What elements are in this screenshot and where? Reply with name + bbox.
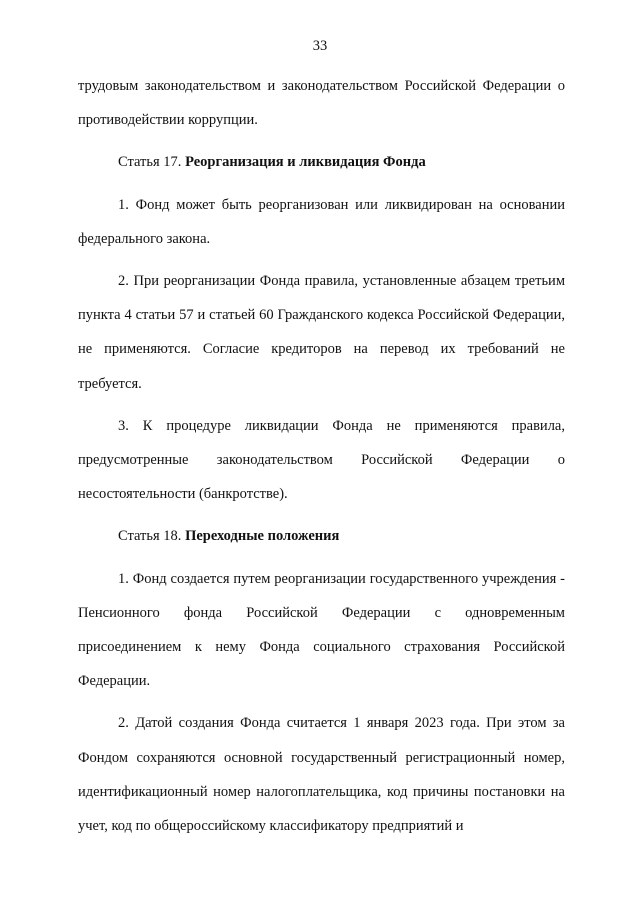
article-17-clause-3: 3. К процедуре ликвидации Фонда не применяются правила, предусмотренные законодательством Российской Федерации о несостоятельности (банкротстве). — [78, 417, 565, 503]
article-17-heading — [78, 145, 565, 179]
article-17-title: Реорганизация и ликвидация Фонда — [185, 154, 426, 171]
article-17-clause-2: 2. При реорганизации Фонда правила, установленные абзацем третьим пункта 4 статьи 57 и статьей 60 Гражданского кодекса Российской Федерации, не применяются. Согласие кредиторов на перевод их требований не требуется. — [78, 273, 565, 392]
article-18-title: Переходные положения — [185, 528, 340, 545]
article-18-label: Статья 18. — [118, 528, 182, 545]
article-18-clause-2: 2. Датой создания Фонда считается 1 января 2023 года. При этом за Фондом сохраняются основной государственный регистрационный номер, идентификационный номер налогоплательщика, код причины постановки на учет, код по общероссийскому классификатору предприятий и — [78, 715, 565, 835]
article-17-label: Статья 17. — [118, 154, 182, 171]
document-body — [78, 69, 565, 843]
paragraph-continuation: трудовым законодательством и законодательством Российской Федерации о противодействии коррупции. — [78, 78, 565, 129]
article-17-clause-1: 1. Фонд может быть реорганизован или ликвидирован на основании федерального закона. — [78, 196, 565, 247]
article-18-clause-1: 1. Фонд создается путем реорганизации государственного учреждения - Пенсионного фонда Российской Федерации с одновременным присоединением к нему Фонда социального страхования Российской Федерации. — [78, 570, 565, 690]
page-number: 33 — [312, 38, 328, 54]
article-18-heading — [78, 519, 565, 553]
